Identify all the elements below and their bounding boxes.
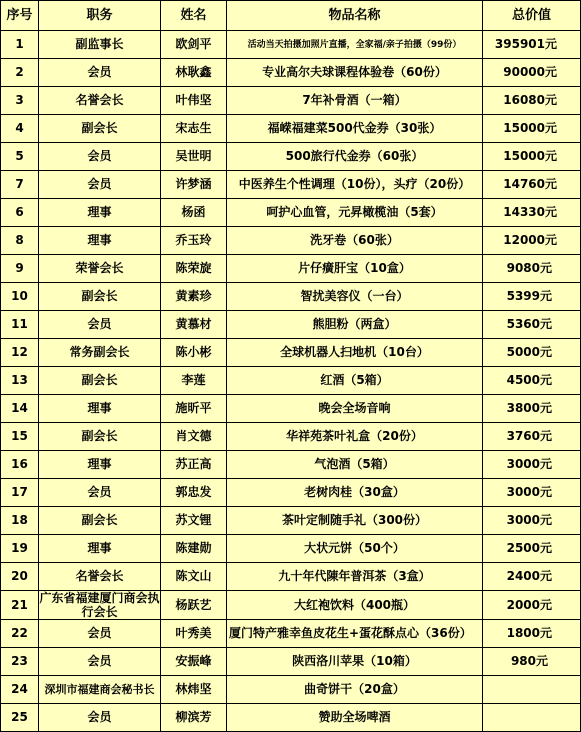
position-cell: 理事 [39,227,161,255]
value-cell: 90000元 [483,59,581,87]
item-cell: 晚会全场音响 [227,395,483,423]
position-cell: 会员 [39,704,161,732]
header-item: 物品名称 [227,1,483,31]
name-cell: 苏正高 [161,451,227,479]
value-cell: 3000元 [483,507,581,535]
table-row [1,339,581,367]
seq-cell: 13 [1,367,39,395]
table-row [1,676,581,704]
seq-cell: 5 [1,143,39,171]
seq-cell: 15 [1,423,39,451]
item-cell: 厦门特产雅幸鱼皮花生+蛋花酥点心（36份） [227,620,483,648]
seq-cell: 6 [1,199,39,227]
name-cell: 黄慕材 [161,311,227,339]
position-cell: 荣誉会长 [39,255,161,283]
position-cell: 深圳市福建商会秘书长 [39,676,161,704]
value-cell: 5360元 [483,311,581,339]
position-cell: 副会长 [39,423,161,451]
table-row [1,87,581,115]
value-cell: 3800元 [483,395,581,423]
table-row [1,143,581,171]
position-cell: 会员 [39,620,161,648]
seq-cell: 7 [1,171,39,199]
name-cell: 宋志生 [161,115,227,143]
name-cell: 乔玉玲 [161,227,227,255]
seq-cell: 9 [1,255,39,283]
position-cell: 副会长 [39,367,161,395]
value-cell: 2400元 [483,563,581,591]
seq-cell: 25 [1,704,39,732]
seq-cell: 18 [1,507,39,535]
name-cell: 陈文山 [161,563,227,591]
item-cell: 陕西洛川苹果（10箱） [227,648,483,676]
name-cell: 林耿鑫 [161,59,227,87]
seq-cell: 1 [1,31,39,59]
item-cell: 片仔癀肝宝（10盒） [227,255,483,283]
seq-cell: 20 [1,563,39,591]
item-cell: 九十年代陳年普洱茶（3盒） [227,563,483,591]
name-cell: 叶伟坚 [161,87,227,115]
table-row [1,171,581,199]
position-cell: 副监事长 [39,31,161,59]
value-cell: 5000元 [483,339,581,367]
item-cell: 500旅行代金券（60张） [227,143,483,171]
seq-cell: 22 [1,620,39,648]
table-row [1,563,581,591]
item-cell: 智扰美容仪（一台） [227,283,483,311]
value-cell: 395901元 [483,31,581,59]
table-row [1,423,581,451]
table-row [1,451,581,479]
position-cell: 名誉会长 [39,87,161,115]
item-cell: 赞助全场啤酒 [227,704,483,732]
name-cell: 陈荣旋 [161,255,227,283]
value-cell: 14760元 [483,171,581,199]
seq-cell: 8 [1,227,39,255]
name-cell: 李莲 [161,367,227,395]
seq-cell: 19 [1,535,39,563]
table-row [1,395,581,423]
item-cell: 7年补骨酒（一箱） [227,87,483,115]
item-cell: 老树肉桂（30盒） [227,479,483,507]
item-cell: 专业高尔夫球课程体验卷（60份） [227,59,483,87]
value-cell: 15000元 [483,115,581,143]
value-cell: 12000元 [483,227,581,255]
value-cell: 15000元 [483,143,581,171]
value-cell: 1800元 [483,620,581,648]
header-row [1,1,581,31]
position-cell: 会员 [39,59,161,87]
name-cell: 柳滨芳 [161,704,227,732]
table-row [1,648,581,676]
position-cell: 名誉会长 [39,563,161,591]
position-cell: 理事 [39,451,161,479]
name-cell: 杨跃艺 [161,591,227,620]
table-row [1,311,581,339]
value-cell: 2500元 [483,535,581,563]
table-row [1,199,581,227]
seq-cell: 4 [1,115,39,143]
header-seq: 序号 [1,1,39,31]
item-cell: 茶叶定制随手礼（300份） [227,507,483,535]
name-cell: 苏文锂 [161,507,227,535]
value-cell: 9080元 [483,255,581,283]
table-row [1,535,581,563]
seq-cell: 3 [1,87,39,115]
position-cell: 副会长 [39,507,161,535]
name-cell: 欧剑平 [161,31,227,59]
position-cell: 会员 [39,171,161,199]
value-cell [483,676,581,704]
item-cell: 全球机器人扫地机（10台） [227,339,483,367]
seq-cell: 24 [1,676,39,704]
value-cell: 16080元 [483,87,581,115]
item-cell: 红酒（5箱） [227,367,483,395]
name-cell: 杨函 [161,199,227,227]
item-cell: 曲奇饼干（20盒） [227,676,483,704]
value-cell: 5399元 [483,283,581,311]
name-cell: 黄素珍 [161,283,227,311]
table-row [1,31,581,59]
position-cell: 会员 [39,311,161,339]
name-cell: 施昕平 [161,395,227,423]
name-cell: 林炜坚 [161,676,227,704]
item-cell: 大状元饼（50个） [227,535,483,563]
item-cell: 活动当天拍摄加照片直播，全家福/亲子拍摄（99份） [227,31,483,59]
value-cell: 2000元 [483,591,581,620]
name-cell: 陈小彬 [161,339,227,367]
position-cell: 广东省福建厦门商会执行会长 [39,591,160,619]
position-cell: 会员 [39,648,161,676]
position-cell: 会员 [39,479,161,507]
value-cell: 3000元 [483,479,581,507]
seq-cell: 2 [1,59,39,87]
seq-cell: 14 [1,395,39,423]
item-cell: 中医养生个性调理（10份），头疗（20份） [227,171,483,199]
item-cell: 洗牙卷（60张） [227,227,483,255]
value-cell [483,704,581,732]
item-cell: 呵护心血管，元昇橄榄油（5套） [227,199,483,227]
position-cell: 理事 [39,395,161,423]
value-cell: 4500元 [483,367,581,395]
table-row [1,507,581,535]
table-row [1,115,581,143]
seq-cell: 12 [1,339,39,367]
item-cell: 熊胆粉（两盒） [227,311,483,339]
name-cell: 安振峰 [161,648,227,676]
item-cell: 大红袍饮料（400瓶） [227,591,483,620]
name-cell: 肖文德 [161,423,227,451]
position-cell: 副会长 [39,115,161,143]
table-row [1,367,581,395]
header-name: 姓名 [161,1,227,31]
item-cell: 福嵘福建菜500代金券（30张） [227,115,483,143]
seq-cell: 16 [1,451,39,479]
position-cell: 副会长 [39,283,161,311]
position-cell: 理事 [39,535,161,563]
header-value: 总价值 [483,1,581,31]
position-cell: 会员 [39,143,161,171]
table-row [1,283,581,311]
header-position: 职务 [39,1,161,31]
seq-cell: 23 [1,648,39,676]
name-cell: 吴世明 [161,143,227,171]
seq-cell: 17 [1,479,39,507]
item-cell: 华祥苑茶叶礼盒（20份） [227,423,483,451]
table-row [1,591,581,620]
name-cell: 叶秀美 [161,620,227,648]
name-cell: 许梦涵 [161,171,227,199]
value-cell: 14330元 [483,199,581,227]
table-row [1,227,581,255]
value-cell: 3000元 [483,451,581,479]
table-row [1,479,581,507]
name-cell: 陈建勋 [161,535,227,563]
position-cell: 理事 [39,199,161,227]
seq-cell: 21 [1,591,39,620]
table-row [1,255,581,283]
position-cell: 常务副会长 [39,339,161,367]
value-cell: 980元 [483,648,581,676]
item-cell: 气泡酒（5箱） [227,451,483,479]
name-cell: 郭忠发 [161,479,227,507]
table-row [1,620,581,648]
seq-cell: 10 [1,283,39,311]
seq-cell: 11 [1,311,39,339]
value-cell: 3760元 [483,423,581,451]
table-row [1,704,581,732]
table-row [1,59,581,87]
